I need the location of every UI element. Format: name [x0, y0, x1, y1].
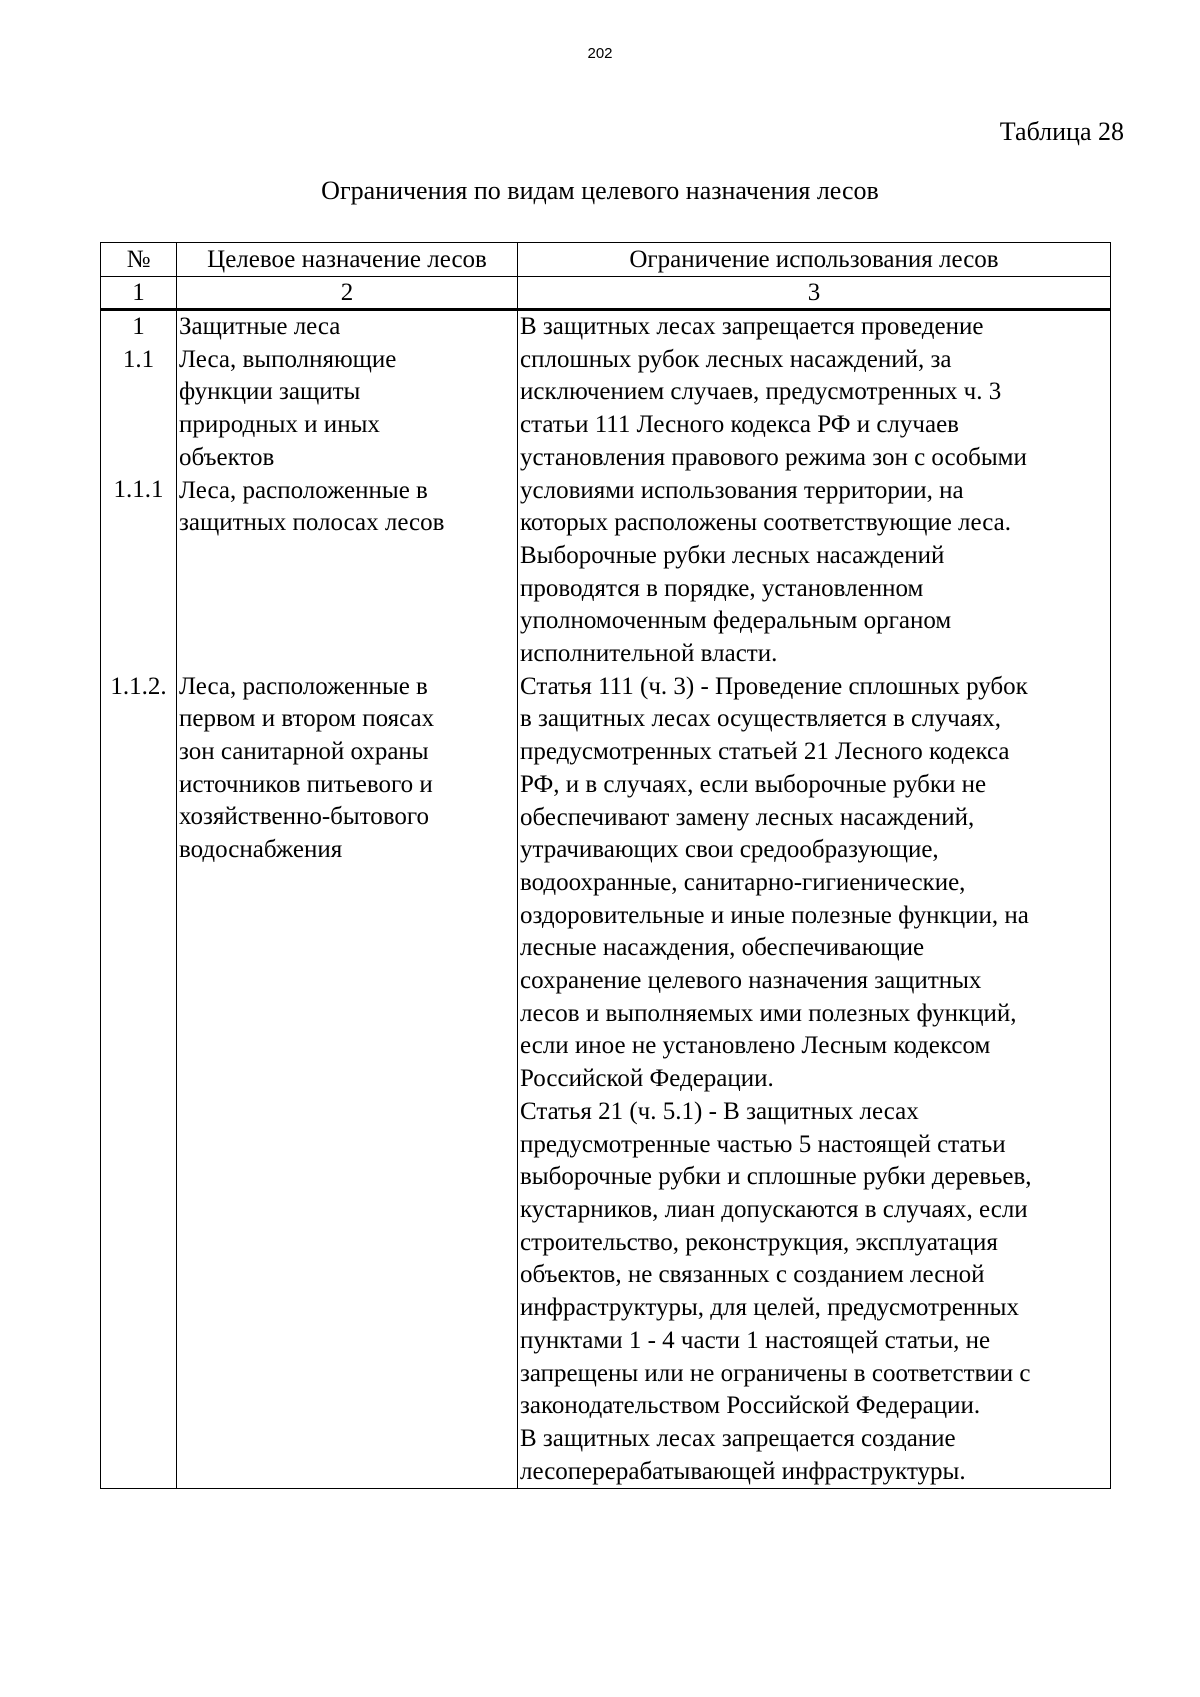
restriction-line: оздоровительные и иные полезные функции, на — [520, 901, 1029, 929]
purpose-line: объектов — [179, 443, 275, 471]
table-row — [101, 310, 1111, 1489]
restriction-line: лесоперерабатывающей инфраструктуры. — [520, 1457, 966, 1485]
restriction-line: выборочные рубки и сплошные рубки деревьев, — [520, 1163, 1032, 1191]
restriction-line: РФ, и в случаях, если выборочные рубки не — [520, 770, 987, 798]
table-header-row — [101, 243, 1111, 277]
purpose-line: Леса, выполняющие — [179, 345, 397, 373]
restriction-line: сплошных рубок лесных насаждений, за — [520, 345, 952, 373]
column-number-row — [101, 277, 1111, 310]
header-number: № — [101, 243, 177, 277]
restriction-line: В защитных лесах запрещается проведение — [520, 313, 984, 340]
restriction-line: уполномоченным федеральным органом — [520, 607, 952, 635]
restriction-line: обеспечивают замену лесных насаждений, — [520, 803, 975, 831]
restrictions-table — [100, 242, 1111, 1489]
restriction-line: предусмотренных статьей 21 Лесного кодекса — [520, 738, 1010, 766]
restriction-line: лесов и выполняемых ими полезных функций, — [520, 999, 1017, 1027]
item-number: 1.1.2. — [110, 672, 167, 700]
restriction-line: сохранение целевого назначения защитных — [520, 967, 982, 995]
restriction-line: проводятся в порядке, установленном — [520, 574, 924, 602]
purpose-line: источников питьевого и — [179, 770, 433, 798]
restriction-line: в защитных лесах осуществляется в случаях, — [520, 705, 1001, 733]
item-number: 1.1.1 — [113, 476, 164, 504]
column-number-3: 3 — [518, 277, 1111, 310]
restriction-line: запрещены или не ограничены в соответствии с — [520, 1359, 1031, 1387]
purpose-line: Леса, расположенные в — [179, 672, 428, 700]
restriction-line: исполнительной власти. — [520, 640, 778, 668]
purpose-line: функции защиты — [179, 378, 361, 406]
restriction-line: кустарников, лиан допускаются в случаях, если — [520, 1195, 1028, 1223]
restriction-line: если иное не установлено Лесным кодексом — [520, 1032, 991, 1060]
purpose-line: хозяйственно-бытового — [179, 803, 430, 831]
restriction-line: В защитных лесах запрещается создание — [520, 1424, 956, 1452]
restriction-line: строительство, реконструкция, эксплуатация — [520, 1228, 998, 1256]
restriction-line: объектов, не связанных с созданием лесной — [520, 1261, 985, 1289]
purpose-line: природных и иных — [179, 411, 380, 439]
restriction-line: которых расположены соответствующие леса. — [520, 509, 1011, 537]
restriction-line: лесные насаждения, обеспечивающие — [520, 934, 925, 962]
number-cell — [101, 310, 177, 1489]
item-number: 1 — [132, 313, 145, 340]
restriction-line: Выборочные рубки лесных насаждений — [520, 541, 945, 569]
column-number-1: 1 — [101, 277, 177, 310]
purpose-line: Защитные леса — [179, 313, 341, 340]
restriction-line: законодательством Российской Федерации. — [520, 1392, 981, 1420]
restriction-line: предусмотренные частью 5 настоящей статьи — [520, 1130, 1006, 1158]
restriction-line: исключением случаев, предусмотренных ч. 3 — [520, 378, 1002, 406]
purpose-line: водоснабжения — [179, 836, 343, 864]
table-label: Таблица 28 — [999, 117, 1124, 146]
restriction-line: установления правового режима зон с особыми — [520, 443, 1027, 471]
restriction-line: условиями использования территории, на — [520, 476, 964, 504]
purpose-line: зон санитарной охраны — [179, 738, 429, 766]
purpose-line: Леса, расположенные в — [179, 476, 428, 504]
restriction-line: Статья 21 (ч. 5.1) - В защитных лесах — [520, 1097, 919, 1125]
header-restriction: Ограничение использования лесов — [518, 243, 1111, 277]
restriction-line: Статья 111 (ч. 3) - Проведение сплошных рубок — [520, 672, 1028, 700]
item-number: 1.1 — [122, 345, 155, 373]
restriction-line: пунктами 1 - 4 части 1 настоящей статьи, не — [520, 1326, 991, 1354]
restriction-cell — [518, 310, 1111, 1489]
restriction-line: утрачивающих свои средообразующие, — [520, 836, 939, 864]
purpose-cell — [177, 310, 518, 1489]
restriction-line: Российской Федерации. — [520, 1065, 774, 1093]
column-number-2: 2 — [177, 277, 518, 310]
header-purpose: Целевое назначение лесов — [177, 243, 518, 277]
restriction-line: инфраструктуры, для целей, предусмотренных — [520, 1294, 1019, 1322]
purpose-line: защитных полосах лесов — [179, 509, 445, 537]
table-title: Ограничения по видам целевого назначения лесов — [321, 176, 879, 205]
restriction-line: водоохранные, санитарно-гигиенические, — [520, 868, 966, 896]
restriction-line: статьи 111 Лесного кодекса РФ и случаев — [520, 411, 959, 439]
page-number: 202 — [587, 45, 613, 62]
purpose-line: первом и втором поясах — [179, 705, 435, 733]
